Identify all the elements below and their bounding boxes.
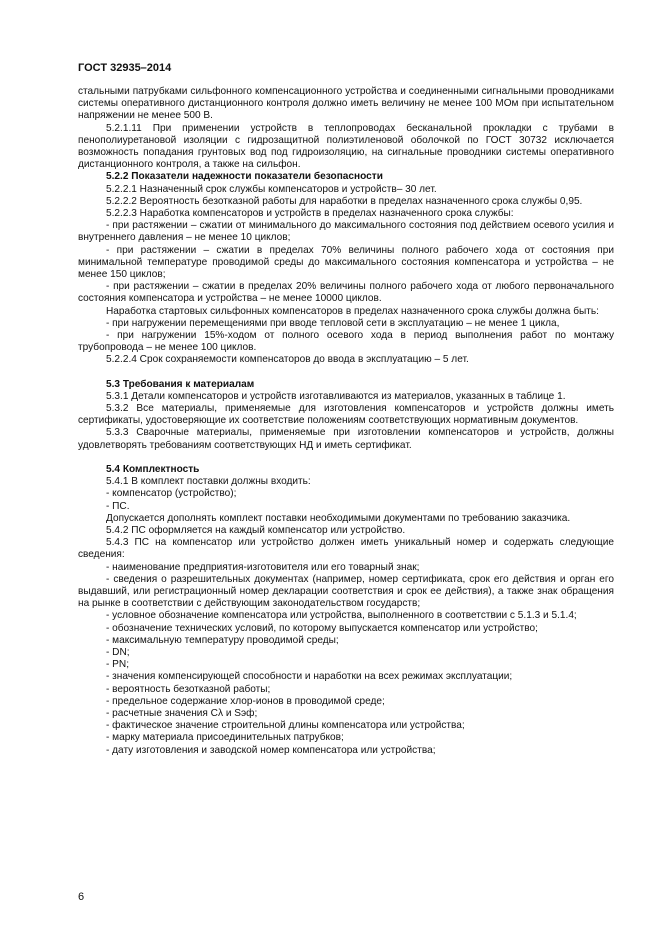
paragraph: - DN; <box>106 646 130 658</box>
section-heading: 5.2.2 Показатели надежности показатели безопасности <box>106 171 383 183</box>
paragraph: - предельное содержание хлор-ионов в проводимой среде; <box>106 695 385 707</box>
paragraph: 5.4.1 В комплект поставки должны входить: <box>106 476 311 488</box>
paragraph: - наименование предприятия-изготовителя или его товарный знак; <box>106 561 420 573</box>
paragraph: - компенсатор (устройство); <box>106 488 237 500</box>
paragraph: стальными патрубками сильфонного компенсационного устройства и соединенными сигнальными проводниками системы оперативного дистанционного контроля должно иметь величину не менее 100 МОм при испытательном напряжении не менее 500 В. <box>78 86 614 122</box>
paragraph: - сведения о разрешительных документах (например, номер сертификата, срок его действия и орган его выдавший, или регистрационный номер декларации соответствия и срок ее действия), а также знак обращения на рынке в соответствии с действующим законодательством государств; <box>78 573 614 610</box>
section-heading: 5.3 Требования к материалам <box>106 378 255 390</box>
paragraph: - вероятность безотказной работы; <box>106 683 271 695</box>
paragraph: - марку материала присоединительных патрубков; <box>106 732 344 744</box>
paragraph: - при растяжении – сжатии от минимального до максимального состояния под действием осевого усилия и внутреннего давления – не менее 10 циклов; <box>78 220 614 244</box>
paragraph: - PN; <box>106 659 129 671</box>
paragraph: 5.2.2.1 Назначенный срок службы компенсаторов и устройств– 30 лет. <box>106 183 437 195</box>
paragraph: 5.2.2.4 Срок сохраняемости компенсаторов до ввода в эксплуатацию – 5 лет. <box>106 354 469 366</box>
paragraph: - при растяжении – сжатии в пределах 70% величины полного рабочего хода от состояния при минимальной температуре проводимой среды до максимального состояния компенсатора и устройства – не менее 150 циклов; <box>78 244 614 281</box>
paragraph: - значения компенсирующей способности и наработки на всех режимах эксплуатации; <box>106 671 513 683</box>
paragraph-gap <box>78 452 614 464</box>
paragraph: 5.3.3 Сварочные материалы, применяемые при изготовлении компенсаторов и устройств, должны удовлетворять требованиям соответствующих НД и иметь сертификат. <box>78 427 614 451</box>
paragraph: - ПС. <box>106 500 130 512</box>
paragraph: 5.4.2 ПС оформляется на каждый компенсатор или устройство. <box>106 524 406 536</box>
paragraph: - фактическое значение строительной длины компенсатора или устройства; <box>106 720 465 732</box>
paragraph: 5.3.2 Все материалы, применяемые для изготовления компенсаторов и устройств должны иметь сертификаты, удостоверяющие их соответствие положениям соответствующих нормативным документов. <box>78 403 614 427</box>
paragraph: Допускается дополнять комплект поставки необходимыми документами по требованию заказчика. <box>106 512 571 524</box>
paragraph: 5.3.1 Детали компенсаторов и устройств изготавливаются из материалов, указанных в таблице 1. <box>106 390 566 402</box>
section-heading: 5.4 Комплектность <box>106 463 200 475</box>
paragraph: 5.2.2.3 Наработка компенсаторов и устройств в пределах назначенного срока службы: <box>106 208 514 220</box>
paragraph: 5.4.3 ПС на компенсатор или устройство должен иметь уникальный номер и содержать следующие сведения: <box>78 537 614 561</box>
paragraph: - максимальную температуру проводимой среды; <box>106 634 339 646</box>
page-number: 6 <box>78 891 85 903</box>
paragraph: - условное обозначение компенсатора или устройства, выполненного в соответствии с 5.1.3 и 5.1.4; <box>106 610 577 622</box>
paragraph: - при нагружении 15%-ходом от полного осевого хода в период выполнения работ по монтажу трубопровода – не менее 100 циклов. <box>78 330 614 354</box>
paragraph: - обозначение технических условий, по которому выпускается компенсатор или устройство; <box>106 622 538 634</box>
paragraph: 5.2.2.2 Вероятность безотказной работы для наработки в пределах назначенного срока службы 0,95. <box>106 195 583 207</box>
paragraph: - при нагружении перемещениями при вводе тепловой сети в эксплуатацию – не менее 1 цикла, <box>106 317 560 329</box>
document-header: ГОСТ 32935–2014 <box>78 62 172 74</box>
paragraph: Наработка стартовых сильфонных компенсаторов в пределах назначенного срока службы должна быть: <box>106 305 599 317</box>
document-body <box>78 86 614 757</box>
paragraph: - дату изготовления и заводской номер компенсатора или устройства; <box>106 744 436 756</box>
paragraph-gap <box>78 367 614 379</box>
paragraph: - расчетные значения Cλ и Sэф; <box>106 707 258 719</box>
paragraph: - при растяжении – сжатии в пределах 20% величины полного рабочего хода от любого первоначального состояния компенсатора и устройства – не менее 10000 циклов. <box>78 281 614 305</box>
paragraph: 5.2.1.11 При применении устройств в теплопроводах бесканальной прокладки с трубами в пенополиуретановой изоляции с гидрозащитной полиэтиленовой оболочкой по ГОСТ 30732 исключается возможность попадания грунтовых вод под гидроизоляцию, на сигнальные проводники системы оперативного дистанционного контроля, а также на сильфон. <box>78 122 614 171</box>
